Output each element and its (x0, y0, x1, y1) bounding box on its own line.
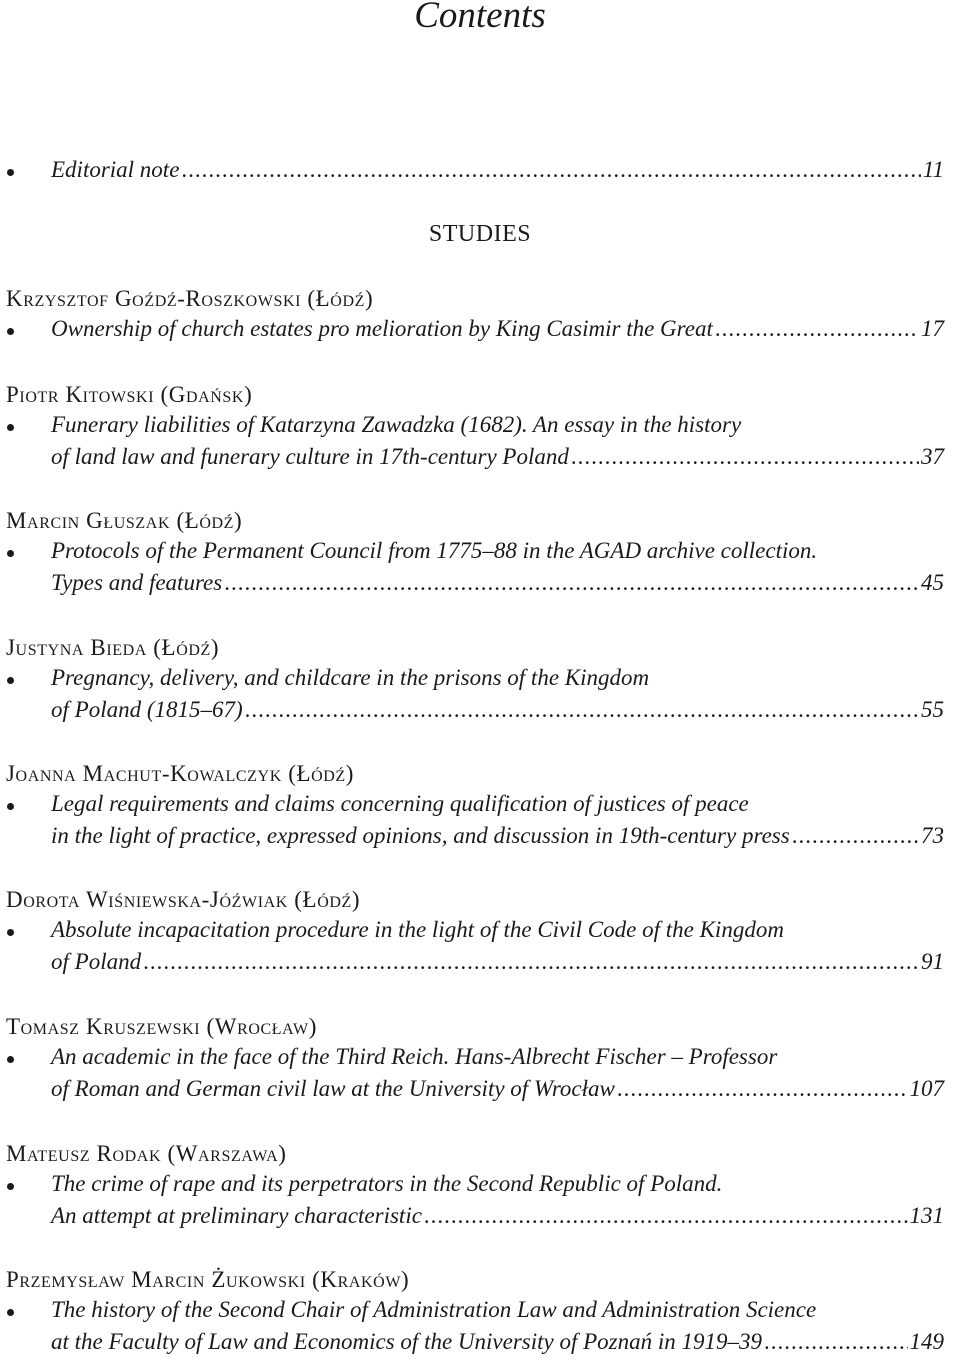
page-number: 149 (909, 1329, 944, 1354)
section-heading: STUDIES (428, 221, 532, 247)
toc-line[interactable] (51, 947, 944, 977)
entry-title: of land law and funerary culture in 17th-century Poland (51, 444, 569, 469)
bullet-icon (7, 550, 14, 557)
toc-line[interactable] (51, 1074, 944, 1104)
dot-leader (181, 155, 920, 185)
author-name: Przemysław Marcin Żukowski (Kraków) (6, 1267, 410, 1292)
author-name: Marcin Głuszak (Łódź) (6, 508, 243, 533)
dot-leader (617, 1074, 908, 1104)
page-number: 55 (921, 697, 944, 722)
entry-title-line: Legal requirements and claims concerning qualification of justices of peace (51, 791, 749, 816)
entry-title-line: Pregnancy, delivery, and childcare in the prisons of the Kingdom (51, 665, 650, 690)
page-number: 131 (909, 1203, 944, 1228)
entry-title-line: Funerary liabilities of Katarzyna Zawadzka (1682). An essay in the history (51, 412, 742, 437)
page-number: 45 (921, 570, 944, 595)
toc-line[interactable] (51, 1201, 944, 1231)
page-title: Contents (414, 0, 546, 36)
entry-title-line: The crime of rape and its perpetrators in the Second Republic of Poland. (51, 1171, 723, 1196)
entry-title: in the light of practice, expressed opinions, and discussion in 19th-century press (51, 823, 790, 848)
bullet-icon (7, 169, 14, 176)
entry-title-line: Protocols of the Permanent Council from 1775–88 in the AGAD archive collection. (51, 538, 818, 563)
dot-leader (571, 442, 919, 472)
dot-leader (143, 947, 919, 977)
page-number: 11 (922, 157, 944, 182)
page-number: 17 (921, 316, 944, 341)
toc-line[interactable] (51, 442, 944, 472)
author-name: Mateusz Rodak (Warszawa) (6, 1141, 287, 1166)
entry-title-line: The history of the Second Chair of Administration Law and Administration Science (51, 1297, 817, 1322)
toc-line[interactable] (51, 695, 944, 725)
page-number: 91 (921, 949, 944, 974)
page-number: 73 (921, 823, 944, 848)
bullet-icon (7, 677, 14, 684)
author-name: Dorota Wiśniewska-Jóźwiak (Łódź) (6, 887, 361, 912)
entry-title-line: An academic in the face of the Third Reich. Hans-Albrecht Fischer – Professor (51, 1044, 778, 1069)
entry-title: An attempt at preliminary characteristic (51, 1203, 422, 1228)
bullet-icon (7, 1056, 14, 1063)
bullet-icon (7, 929, 14, 936)
bullet-icon (7, 424, 14, 431)
author-name: Joanna Machut-Kowalczyk (Łódź) (6, 761, 355, 786)
entry-title: of Poland (51, 949, 142, 974)
bullet-icon (7, 328, 14, 335)
entry-title: Editorial note (51, 157, 180, 182)
page-number: 107 (909, 1076, 944, 1101)
entry-title-line: Absolute incapacitation procedure in the light of the Civil Code of the Kingdom (51, 917, 784, 942)
author-name: Piotr Kitowski (Gdańsk) (6, 382, 253, 407)
page-number: 37 (921, 444, 944, 469)
toc-line[interactable] (51, 155, 944, 185)
bullet-icon (7, 803, 14, 810)
dot-leader (792, 821, 919, 851)
entry-title: at the Faculty of Law and Economics of the University of Poznań in 1919–39 (51, 1329, 763, 1354)
bullet-icon (7, 1309, 14, 1316)
author-name: Justyna Bieda (Łódź) (6, 635, 220, 660)
bullet-icon (7, 1183, 14, 1190)
entry-title: Ownership of church estates pro melioration by King Casimir the Great (51, 316, 713, 341)
toc-line[interactable] (51, 821, 944, 851)
toc-line[interactable] (51, 568, 944, 598)
dot-leader (715, 314, 919, 344)
dot-leader (424, 1201, 908, 1231)
toc-line[interactable] (51, 314, 944, 344)
author-name: Tomasz Kruszewski (Wrocław) (6, 1014, 317, 1039)
entry-title: of Poland (1815–67) (51, 697, 243, 722)
author-name: Krzysztof Goźdź-Roszkowski (Łódź) (6, 286, 374, 311)
dot-leader (764, 1327, 907, 1357)
dot-leader (224, 568, 919, 598)
toc-line[interactable] (51, 1327, 944, 1357)
entry-title: Types and features (51, 570, 223, 595)
dot-leader (245, 695, 919, 725)
entry-title: of Roman and German civil law at the University of Wrocław (51, 1076, 615, 1101)
